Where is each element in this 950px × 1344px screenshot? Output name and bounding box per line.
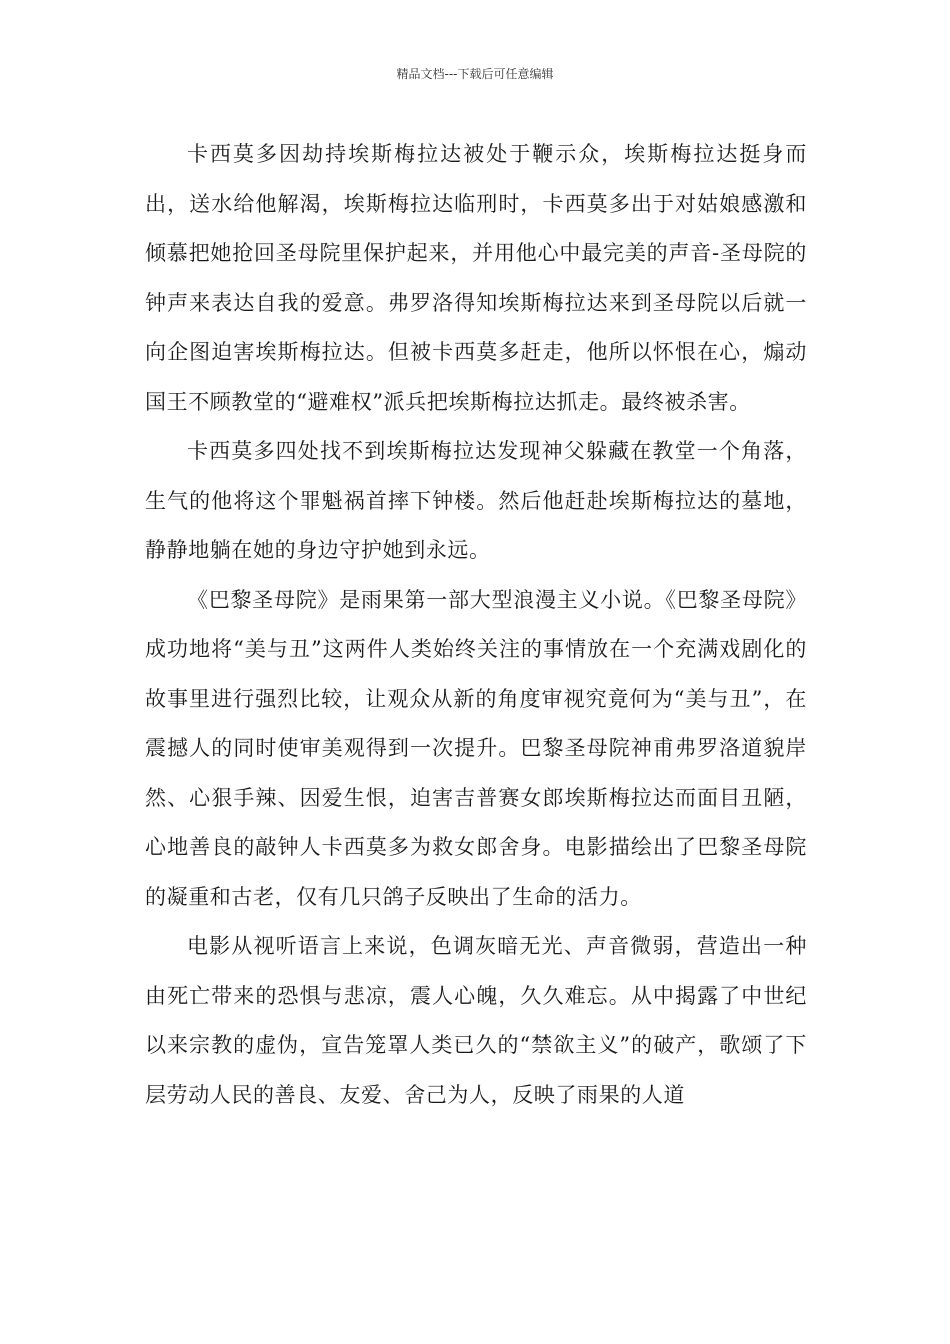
paragraph-2: 卡西莫多四处找不到埃斯梅拉达发现神父躲藏在教堂一个角落，生气的他将这个罪魁祸首摔下钟楼。然后他赶赴埃斯梅拉达的墓地，静静地躺在她的身边守护她到永远。: [145, 439, 807, 562]
page-header: 精品文档---下载后可任意编辑: [396, 67, 554, 81]
document-body: [145, 130, 807, 1120]
paragraph-3: 《巴黎圣母院》是雨果第一部大型浪漫主义小说。《巴黎圣母院》成功地将“美与丑”这两件人类始终关注的事情放在一个充满戏剧化的故事里进行强烈比较，让观众从新的角度审视究竟何为“美与丑”，在震撼人的同时使审美观得到一次提升。巴黎圣母院神甫弗罗洛道貌岸然、心狠手辣、因爱生恨，迫害吉普赛女郎埃斯梅拉达而面目丑陋，心地善良的敲钟人卡西莫多为救女郎舍身。电影描绘出了巴黎圣母院的凝重和古老，仅有几只鸽子反映出了生命的活力。: [145, 587, 807, 909]
paragraph-4: 电影从视听语言上来说，色调灰暗无光、声音微弱，营造出一种由死亡带来的恐惧与悲凉，震人心魄，久久难忘。从中揭露了中世纪以来宗教的虚伪，宣告笼罩人类已久的“禁欲主义”的破产，歌颂了下层劳动人民的善良、友爱、舍己为人，反映了雨果的人道: [145, 934, 807, 1107]
paragraph-1: 卡西莫多因劫持埃斯梅拉达被处于鞭示众，埃斯梅拉达挺身而出，送水给他解渴，埃斯梅拉达临刑时，卡西莫多出于对姑娘感激和倾慕把她抢回圣母院里保护起来，并用他心中最完美的声音-圣母院的钟声来表达自我的爱意。弗罗洛得知埃斯梅拉达来到圣母院以后就一向企图迫害埃斯梅拉达。但被卡西莫多赶走，他所以怀恨在心，煽动国王不顾教堂的“避难权”派兵把埃斯梅拉达抓走。最终被杀害。: [145, 142, 807, 414]
